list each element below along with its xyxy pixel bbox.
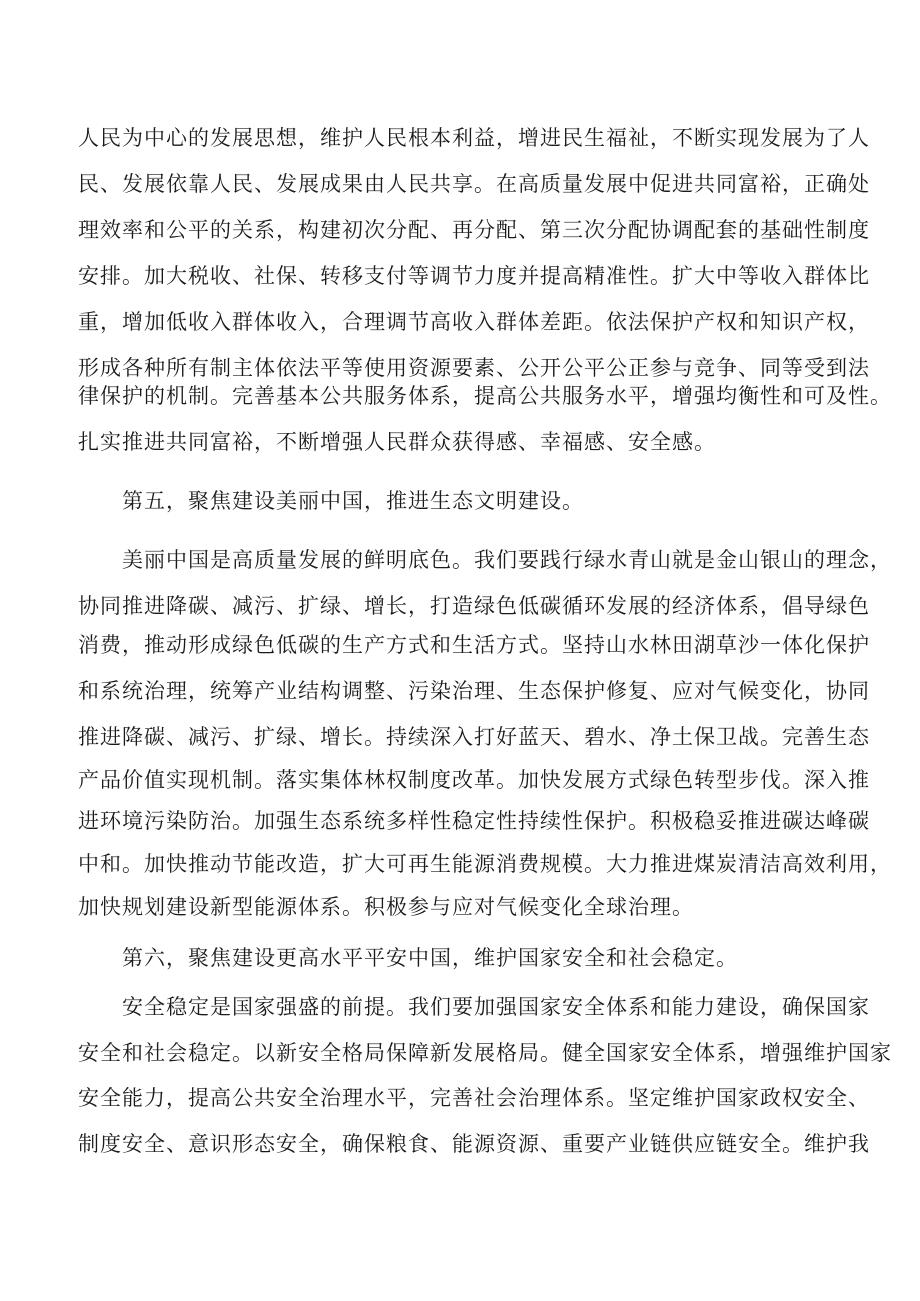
paragraph-line: 律保护的机制。完善基本公共服务体系，提高公共服务水平，增强均衡性和可及性。 xyxy=(78,384,892,408)
paragraph-line: 产品价值实现机制。落实集体林权制度改革。加快发展方式绿色转型步伐。深入推 xyxy=(78,768,870,792)
paragraph-line: 安排。加大税收、社保、转移支付等调节力度并提高精准性。扩大中等收入群体比 xyxy=(78,264,870,288)
paragraph-line: 重，增加低收入群体收入，合理调节高收入群体差距。依法保护产权和知识产权， xyxy=(78,310,870,334)
section-heading-6: 第六，聚焦建设更高水平平安中国，维护国家安全和社会稳定。 xyxy=(122,946,738,970)
paragraph-line: 形成各种所有制主体依法平等使用资源要素、公开公平公正参与竞争、同等受到法 xyxy=(78,356,870,380)
paragraph-line: 理效率和公平的关系，构建初次分配、再分配、第三次分配协调配套的基础性制度 xyxy=(78,218,870,242)
paragraph-line: 人民为中心的发展思想，维护人民根本利益，增进民生福祉，不断实现发展为了人 xyxy=(78,126,870,150)
paragraph-line: 美丽中国是高质量发展的鲜明底色。我们要践行绿水青山就是金山银山的理念， xyxy=(122,548,892,572)
paragraph-line: 民、发展依靠人民、发展成果由人民共享。在高质量发展中促进共同富裕，正确处 xyxy=(78,172,870,196)
paragraph-line: 消费，推动形成绿色低碳的生产方式和生活方式。坚持山水林田湖草沙一体化保护 xyxy=(78,633,870,657)
paragraph-line: 扎实推进共同富裕，不断增强人民群众获得感、幸福感、安全感。 xyxy=(78,430,716,454)
section-heading-5: 第五，聚焦建设美丽中国，推进生态文明建设。 xyxy=(122,489,584,513)
paragraph-line: 推进降碳、减污、扩绿、增长。持续深入打好蓝天、碧水、净土保卫战。完善生态 xyxy=(78,725,870,749)
paragraph-line: 中和。加快推动节能改造，扩大可再生能源消费规模。大力推进煤炭清洁高效利用， xyxy=(78,852,892,876)
paragraph-line: 安全和社会稳定。以新安全格局保障新发展格局。健全国家安全体系，增强维护国家 xyxy=(78,1041,892,1065)
paragraph-line: 和系统治理，统筹产业结构调整、污染治理、生态保护修复、应对气候变化，协同 xyxy=(78,679,870,703)
paragraph-line: 协同推进降碳、减污、扩绿、增长，打造绿色低碳循环发展的经济体系，倡导绿色 xyxy=(78,594,870,618)
paragraph-line: 安全能力，提高公共安全治理水平，完善社会治理体系。坚定维护国家政权安全、 xyxy=(78,1086,870,1110)
paragraph-line: 安全稳定是国家强盛的前提。我们要加强国家安全体系和能力建设，确保国家 xyxy=(122,995,870,1019)
paragraph-line: 加快规划建设新型能源体系。积极参与应对气候变化全球治理。 xyxy=(78,895,694,919)
paragraph-line: 制度安全、意识形态安全，确保粮食、能源资源、重要产业链供应链安全。维护我 xyxy=(78,1132,870,1156)
paragraph-line: 进环境污染防治。加强生态系统多样性稳定性持续性保护。积极稳妥推进碳达峰碳 xyxy=(78,809,870,833)
